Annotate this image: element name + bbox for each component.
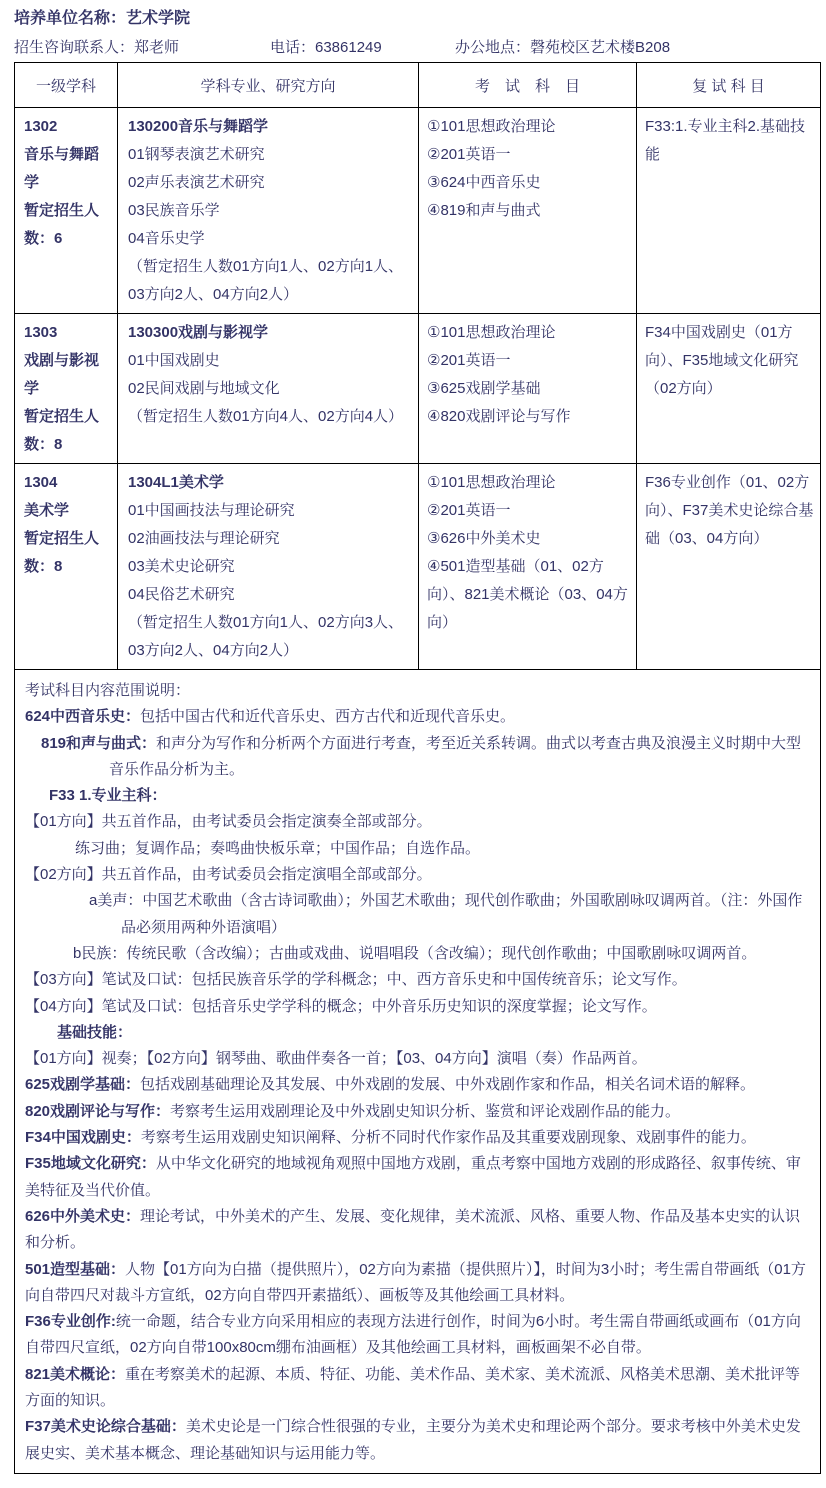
program-title: 1304L1美术学 [128,474,224,491]
note-text: 考察考生运用戏剧理论及中外戏剧史知识分析、鉴赏和评论戏剧作品的能力。 [170,1102,681,1120]
retest-item: F33:1.专业主科2.基础技能 [645,118,806,163]
exam-scope-notes [15,670,821,1474]
discipline-code: 1304 [24,474,58,491]
note-text: 包括中国古代和近代音乐史、西方古代和近现代音乐史。 [140,708,516,726]
note-line-626 [25,1204,810,1257]
exam-item: ④820戏剧评论与写作 [427,408,571,425]
note-text: 从中华文化研究的地域视角观照中国地方戏剧，重点考察中国地方戏剧的形成路径、叙事传统、审美特征及当代价值。 [25,1155,801,1199]
program-title: 130200音乐与舞蹈学 [128,118,269,135]
discipline-quota: 暂定招生人数：6 [24,202,100,247]
discipline-name: 美术学 [24,502,70,519]
note-text: b民族：传统民歌（含改编）；古曲或戏曲、说唱唱段（含改编）；现代创作歌曲；中国歌剧咏叹调两首。 [73,944,757,962]
direction-quota-note: （暂定招生人数01方向1人、02方向1人、03方向2人、04方向2人） [128,258,404,303]
direction-item: 01中国画技法与理论研究 [128,502,295,519]
exam-cell [419,314,637,464]
table-row-1304 [15,464,821,670]
major-cell [118,314,419,464]
note-text: a美声：中国艺术歌曲（含古诗词歌曲）；外国艺术歌曲；现代创作歌曲；外国歌剧咏叹调两首。（注：外国作品必须用两种外语演唱） [89,892,803,936]
note-text: 【03方向】笔试及口试：包括民族音乐学的学科概念；中、西方音乐史和中国传统音乐；论文写作。 [25,971,687,989]
note-line-basic-skills [25,1020,810,1046]
major-cell [118,464,419,670]
discipline-name: 音乐与舞蹈学 [24,146,100,191]
direction-item: 04音乐史学 [128,230,205,247]
table-row-1303 [15,314,821,464]
table-header-row [15,63,821,108]
exam-cell [419,464,637,670]
note-line-dir01-detail [25,836,810,862]
notes-row [15,670,821,1474]
note-text: 【01方向】共五首作品，由考试委员会指定演奏全部或部分。 [25,813,432,831]
direction-item: 02油画技法与理论研究 [128,530,280,547]
note-label: F34中国戏剧史： [25,1129,141,1147]
table-row-1302 [15,108,821,314]
direction-item: 03美术史论研究 [128,558,235,575]
note-line-820 [25,1099,810,1125]
note-text: 理论考试，中外美术的产生、发展、变化规律，美术流派、风格、重要人物、作品及基本史实的认识和分析。 [25,1207,801,1252]
note-line-f34 [25,1125,810,1151]
direction-item: 02民间戏剧与地域文化 [128,380,280,397]
note-line-folk [25,941,810,967]
exam-item: ②201英语一 [427,146,511,163]
exam-item: ③625戏剧学基础 [427,380,541,397]
note-line-bel-canto [25,888,810,941]
unit-name: 艺术学院 [126,10,191,27]
direction-item: 01钢琴表演艺术研究 [128,146,265,163]
note-text: 考察考生运用戏剧史知识阐释、分析不同时代作家作品及其重要戏剧现象、戏剧事件的能力。 [140,1129,756,1147]
major-cell [118,108,419,314]
exam-item: ④501造型基础（01、02方向）、821美术概论（03、04方向） [427,558,628,631]
note-line-501 [25,1257,810,1310]
note-label: 819和声与曲式： [41,734,157,752]
note-line-dir04 [25,994,810,1020]
note-text: 人物【01方向为白描（提供照片），02方向为素描（提供照片）】，时间为3小时；考生需自带画纸（01方向自带四尺对裁斗方宣纸，02方向自带四开素描纸）、画板等及其他绘画工具材料。 [25,1260,806,1304]
note-line-basic-skills-detail [25,1046,810,1072]
note-line-f33 [25,783,810,809]
note-text: 【04方向】笔试及口试：包括音乐史学学科的概念；中外音乐历史知识的深度掌握；论文写作。 [25,997,657,1015]
note-text: 美术史论是一门综合性很强的专业，主要分为美术史和理论两个部分。要求考核中外美术史发展史实、美术基本概念、理论基础知识与运用能力等。 [25,1418,801,1462]
contact-person: 招生咨询联系人：郑老师 [14,39,180,56]
discipline-name: 戏剧与影视学 [24,352,100,397]
exam-item: ①101思想政治理论 [427,324,556,341]
note-line-dir03 [25,967,810,993]
discipline-code: 1303 [24,324,58,341]
retest-cell [637,464,821,670]
note-line-624 [25,704,810,730]
program-title: 130300戏剧与影视学 [128,324,269,341]
discipline-quota: 暂定招生人数：8 [24,530,100,575]
note-text: 包括戏剧基础理论及其发展、中外戏剧的发展、中外戏剧作家和作品，相关名词术语的解释。 [140,1076,756,1094]
note-label: 624中西音乐史： [25,708,141,726]
exam-item: ②201英语一 [427,502,511,519]
note-text: 重在考察美术的起源、本质、特征、功能、美术作品、美术家、美术流派、风格美术思潮、美术批评等方面的知识。 [25,1365,801,1410]
retest-cell [637,314,821,464]
contact-line [14,36,812,60]
note-label: F37美术史论综合基础： [25,1418,186,1436]
note-label: 625戏剧学基础： [25,1076,141,1094]
direction-item: 02声乐表演艺术研究 [128,174,265,191]
direction-item: 04民俗艺术研究 [128,586,235,603]
exam-cell [419,108,637,314]
retest-item: F34中国戏剧史（01方向）、F35地域文化研究（02方向） [645,324,799,397]
note-label: 501造型基础： [25,1260,126,1278]
note-line-819 [25,731,810,784]
note-text: 练习曲；复调作品；奏鸣曲快板乐章；中国作品；自选作品。 [75,839,481,857]
column-header-major-directions: 学科专业、研究方向 [118,63,419,108]
discipline-cell [15,314,118,464]
note-line-dir01 [25,809,810,835]
column-header-retest-subjects: 复 试 科 目 [637,63,821,108]
note-label: F36专业创作: [25,1313,116,1331]
retest-item: F36专业创作（01、02方向）、F37美术史论综合基础（03、04方向） [645,474,814,547]
exam-item: ①101思想政治理论 [427,474,556,491]
office-location: 办公地点：磬苑校区艺术楼B208 [455,39,671,56]
note-label: F33 1.专业主科： [49,787,167,805]
note-label: F35地域文化研究： [25,1155,156,1173]
note-text: 【01方向】视奏；【02方向】钢琴曲、歌曲伴奏各一首；【03、04方向】演唱（奏）作品两首。 [25,1050,647,1068]
note-line-625 [25,1072,810,1098]
discipline-cell [15,464,118,670]
exam-item: ③624中西音乐史 [427,174,541,191]
note-text: 和声分为写作和分析两个方面进行考查，考至近关系转调。曲式以考查古典及浪漫主义时期中大型音乐作品分析为主。 [109,734,802,778]
note-line-f37 [25,1414,810,1467]
column-header-discipline: 一级学科 [15,63,118,108]
direction-quota-note: （暂定招生人数01方向1人、02方向3人、03方向2人、04方向2人） [128,614,404,659]
unit-label: 培养单位名称： [14,10,127,27]
exam-item: ④819和声与曲式 [427,202,541,219]
exam-item: ②201英语一 [427,352,511,369]
discipline-quota: 暂定招生人数：8 [24,408,100,453]
direction-quota-note: （暂定招生人数01方向4人、02方向4人） [128,408,404,425]
retest-cell [637,108,821,314]
discipline-code: 1302 [24,118,58,135]
note-line-f35 [25,1151,810,1204]
training-unit-title [14,6,812,32]
note-label: 821美术概论： [25,1365,126,1383]
discipline-cell [15,108,118,314]
direction-item: 03民族音乐学 [128,202,220,219]
note-text: 【02方向】共五首作品，由考试委员会指定演唱全部或部分。 [25,866,432,884]
note-line-821 [25,1362,810,1415]
direction-item: 01中国戏剧史 [128,352,220,369]
note-label: 基础技能： [57,1023,133,1041]
note-label: 820戏剧评论与写作： [25,1102,171,1120]
exam-item: ③626中外美术史 [427,530,541,547]
note-line-dir02 [25,862,810,888]
note-line-f36 [25,1309,810,1362]
column-header-exam-subjects: 考 试 科 目 [419,63,637,108]
admissions-table [14,62,821,1474]
note-label: 626中外美术史： [25,1207,141,1225]
note-text: 统一命题，结合专业方向采用相应的表现方法进行创作，时间为6小时。考生需自带画纸或画布（01方向自带四尺宣纸，02方向自带100x80cm绷布油画框）及其他绘画工具材料，画板画架不必自带。 [25,1313,801,1357]
exam-item: ①101思想政治理论 [427,118,556,135]
document-header [14,6,812,60]
contact-phone: 电话：63861249 [270,39,382,56]
notes-title: 考试科目内容范围说明： [25,682,191,699]
